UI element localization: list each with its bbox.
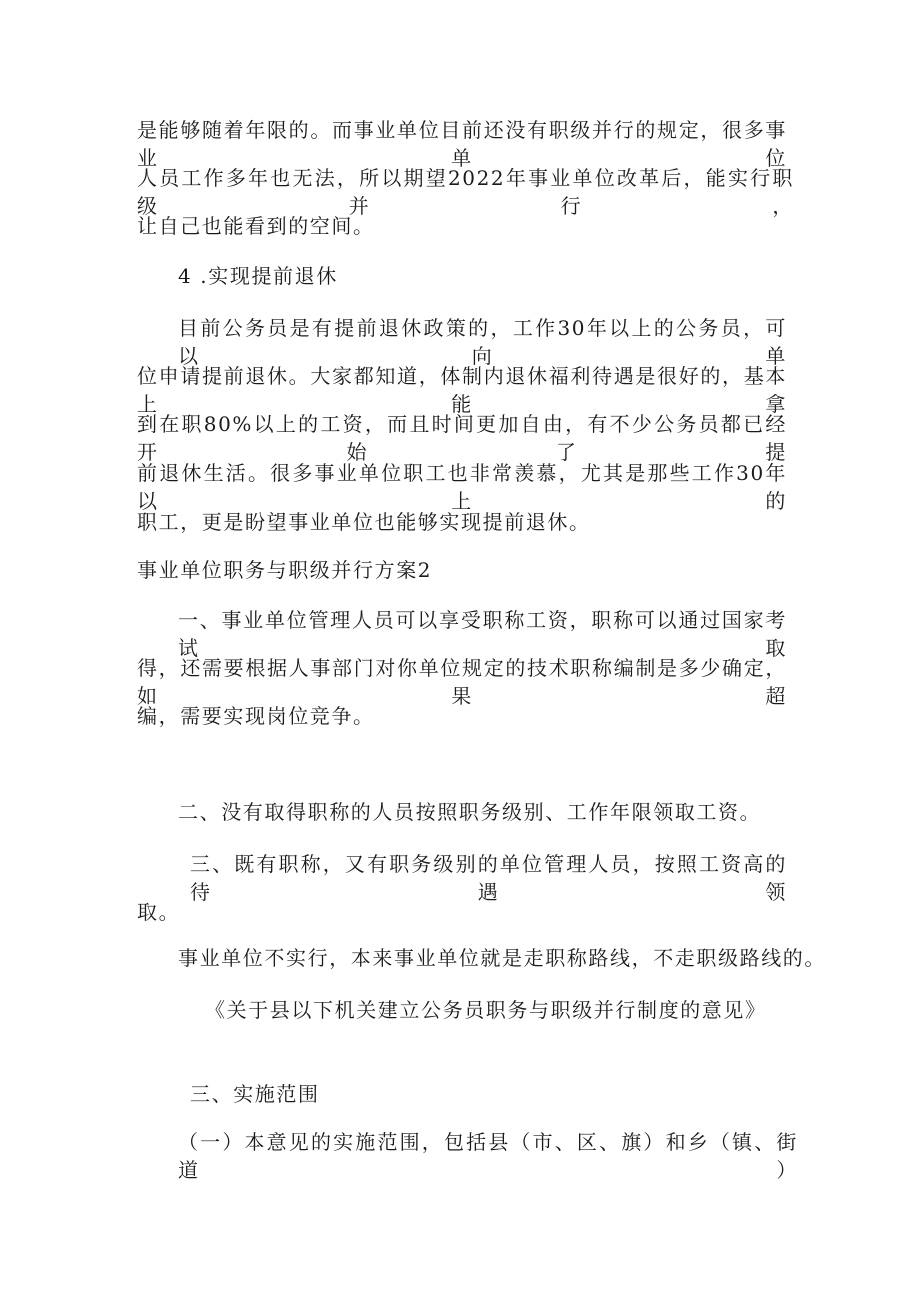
subheading: 4 .实现提前退休	[178, 264, 338, 288]
paragraph-line: （一）本意见的实施范围，包括县（市、区、旗）和乡（镇、街道）	[178, 1130, 798, 1182]
paragraph-line: 到在职80%以上的工资，而且时间更加自由，有不少公务员都已经开始了提	[137, 412, 787, 464]
list-item-line: 取。	[137, 900, 181, 924]
paragraph-line: 位申请提前退休。大家都知道，体制内退休福利待遇是很好的，基本上能拿	[137, 364, 787, 416]
paragraph-line: 让自己也能看到的空间。	[137, 214, 375, 238]
paragraph-line: 人员工作多年也无法，所以期望2022年事业单位改革后，能实行职级并行，	[137, 166, 794, 218]
subheading: 三、实施范围	[190, 1082, 320, 1106]
list-item-line: 二、没有取得职称的人员按照职务级别、工作年限领取工资。	[178, 800, 762, 824]
paragraph-line: 前退休生活。很多事业单位职工也非常羡慕，尤其是那些工作30年以上的	[137, 461, 787, 513]
paragraph-line: 目前公务员是有提前退休政策的，工作30年以上的公务员，可以向单	[178, 316, 787, 368]
paragraph-line: 是能够随着年限的。而事业单位目前还没有职级并行的规定，很多事业单位	[137, 118, 787, 170]
list-item-line: 一、事业单位管理人员可以享受职称工资，职称可以通过国家考试取	[178, 608, 787, 660]
paragraph-line: 职工，更是盼望事业单位也能够实现提前退休。	[137, 510, 591, 534]
list-item-line: 三、既有职称，又有职务级别的单位管理人员，按照工资高的待遇领	[190, 852, 787, 904]
document-title: 《关于县以下机关建立公务员职务与职级并行制度的意见》	[205, 998, 767, 1022]
list-item-line: 编，需要实现岗位竞争。	[137, 704, 375, 728]
section-title: 事业单位职务与职级并行方案2	[137, 558, 433, 582]
list-item-line: 得，还需要根据人事部门对你单位规定的技术职称编制是多少确定，如果超	[137, 656, 787, 708]
paragraph-line: 事业单位不实行，本来事业单位就是走职称路线，不走职级路线的。	[178, 946, 826, 970]
